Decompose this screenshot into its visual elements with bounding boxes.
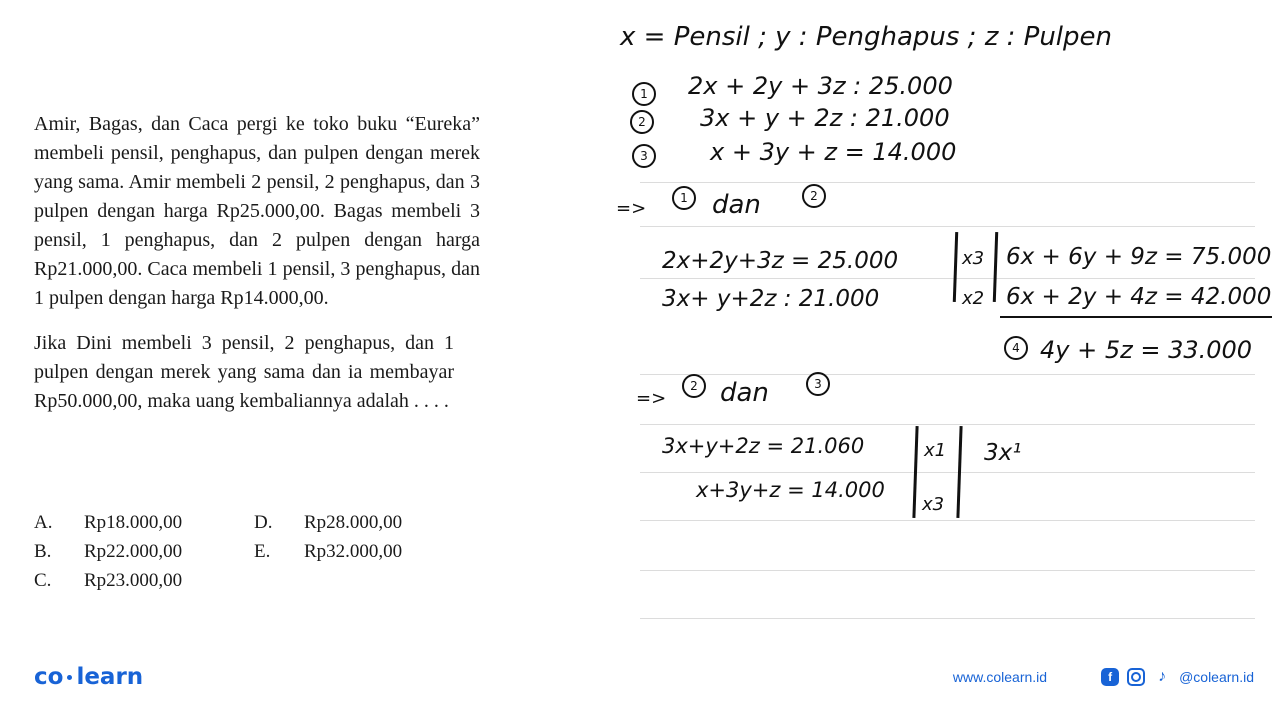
website-link[interactable]: www.colearn.id: [952, 669, 1048, 685]
circle-label-2: 2: [630, 110, 654, 134]
elimination-1-result-2: 6x + 2y + 4z = 42.000: [1006, 284, 1272, 310]
elimination-1-line-1: 2x+2y+3z = 25.000: [662, 248, 899, 274]
elimination-2-line-2: x+3y+z = 14.000: [696, 478, 885, 502]
equation-1: 2x + 2y + 3z : 25.000: [688, 72, 953, 100]
option-c: C. Rp23.000,00: [34, 570, 183, 591]
equation-2: 3x + y + 2z : 21.000: [700, 104, 950, 132]
option-d: D. Rp28.000,00: [254, 512, 403, 533]
circle-label-4: 4: [1004, 336, 1028, 360]
subtraction-line: [1000, 316, 1272, 318]
handwritten-solution: [600, 0, 1280, 640]
elimination-1-result-1: 6x + 6y + 9z = 75.000: [1006, 244, 1272, 270]
divider-bar: [956, 426, 962, 518]
equation-3: x + 3y + z = 14.000: [710, 138, 957, 166]
divider-bar: [953, 232, 958, 302]
variable-definition: x = Pensil ; y : Penghapus ; z : Pulpen: [620, 22, 1112, 52]
problem-text: [34, 110, 480, 416]
tiktok-icon[interactable]: ♪: [1158, 668, 1167, 685]
divider-bar: [993, 232, 998, 302]
elimination-2-result-1: 3x¹: [984, 440, 1022, 466]
problem-paragraph-2: Jika Dini membeli 3 pensil, 2 penghapus, dan 1 pulpen dengan merek yang sama dan ia membayar Rp50.000,00, maka uang kembaliannya adalah . . . .: [34, 332, 454, 412]
option-e: E. Rp32.000,00: [254, 541, 403, 562]
colearn-logo: co learn: [34, 664, 144, 690]
option-b: B. Rp22.000,00: [34, 541, 183, 562]
step-1-arrow: =>: [616, 198, 647, 219]
facebook-icon[interactable]: f: [1101, 668, 1119, 686]
circle-label-3: 3: [632, 144, 656, 168]
instagram-icon[interactable]: [1127, 668, 1145, 686]
step-2-dan: dan: [720, 378, 769, 408]
elimination-2-multiplier-2: x3: [922, 494, 945, 515]
social-handle[interactable]: @colearn.id: [1179, 669, 1254, 685]
option-a: A. Rp18.000,00: [34, 512, 183, 533]
step-1-dan: dan: [712, 190, 761, 220]
elimination-1-line-2: 3x+ y+2z : 21.000: [662, 286, 880, 312]
logo-dot: [67, 675, 72, 680]
problem-paragraph-1: Amir, Bagas, dan Caca pergi ke toko buku “Eureka” membeli pensil, penghapus, dan pulpen dengan merek yang sama. Amir membeli 2 pensil, 2 penghapus, dan 3 pulpen dengan harga Rp25.000,00. Bagas membeli 3 pensil, 1 penghapus, dan 2 pulpen dengan harga Rp21.000,00. Caca membeli 1 pensil, 3 penghapus, dan 1 pulpen dengan harga Rp14.000,00.: [34, 113, 480, 309]
step-2-ref-b: 3: [806, 372, 830, 396]
elimination-2-multiplier-1: x1: [924, 440, 947, 461]
equation-4: 4y + 5z = 33.000: [1040, 336, 1253, 364]
elimination-1-multiplier-1: x3: [962, 248, 985, 269]
answer-options: [34, 508, 454, 595]
elimination-1-multiplier-2: x2: [962, 288, 985, 309]
elimination-2-line-1: 3x+y+2z = 21.060: [662, 434, 865, 458]
step-1-ref-b: 2: [802, 184, 826, 208]
step-2-ref-a: 2: [682, 374, 706, 398]
circle-label-1: 1: [632, 82, 656, 106]
footer-links: [953, 668, 1254, 686]
divider-bar: [912, 426, 918, 518]
step-1-ref-a: 1: [672, 186, 696, 210]
step-2-arrow: =>: [636, 388, 667, 409]
